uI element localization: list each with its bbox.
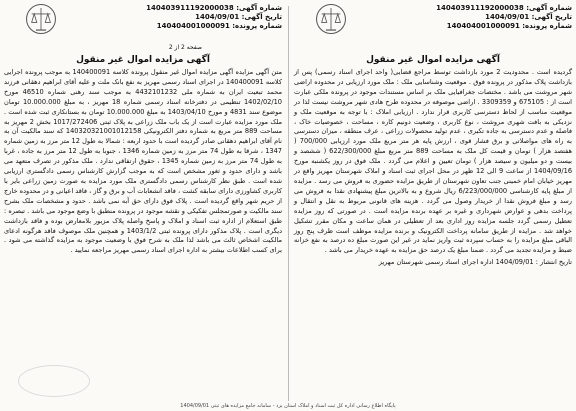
registration-emblem-icon	[24, 2, 58, 36]
notice-body: متن آگهی مزایده آگهی مزایده اموال غیر منقول پرونده کلاسه 140400091 به موجب پرونده اجرایی کلاسه 140400091 در اجرای اسناد رسمی مهریز به نفع بانک ملت و علیه آقای ابراهیم دهقانی فرزند محمد تبعیت ایران به شماره ملی 4432101232 به موجب سند رهنی شماره 46510 مورخ 1402/02/10 تنظیمی در دفترخانه اسناد رسمی شماره 18 مهریز ، به مبلغ 10.000.000 تومان موضوع سند 4831 و مورخ 1403/04/10 به مبلغ 10.000.000 تومان به بستانکاری ثبت شده است . ملک مورد مزایده عبارت است از یک باب ملک زراعی به پلاک ثبتی 1017/272406 بخش 2 مهریز به مساحت 889 متر مربع به شماره دفتر الکترونیکی 140320321001012158 که سند مالکیت آن به نام آقای ابراهیم دهقانی صادر گردیده است با حدود اربعه : شمالا به طول 12 متر مرز به زمین شماره 1347 ، شرقا به طول 74 متر مرز به زمین شماره 1346 ، جنوبا به طول 12 متر مرز به جاده ، غربا به طول 74 متر مرز به زمین شماره 1345 ، حقوق ارتفاقی ندارد . ملک مذکور در تصرف متعهد می باشد و دارای حدود و ثغور مشخص است که به موجب گزارش کارشناس رسمی دادگستری ارزیابی شده است . طبق نظر کارشناس رسمی دادگستری ملک مورد مزایده به صورت زمین زراعی بایر با کاربری کشاورزی دارای سابقه کشت ، فاقد انشعابات آب و برق و گاز ، فاقد اعیانی و در محدوده خارج از حریم شهر واقع گردیده است . پلاک فوق دارای حق آبه نمی باشد . حدود و مشخصات ملک بشرح سند مالکیت و صورتمجلس تفکیکی و نقشه موجود در پرونده منطبق با وضع موجود می باشد . تبصره : طبق استعلام از اداره ثبت اسناد و املاک و پاسخ واصله پلاک مزبور بلامعارض بوده و فاقد بازداشت دیگری است . پلاک مذکور دارای پرونده ثبتی 1403/1/2 و همچنین ملک موصوف فاقد هرگونه ادعای مالکیت اشخاص ثالث می باشد لذا ملک به شرح فوق با وضعیت موجود به مزایده گذاشته می شود . برای کسب اطلاعات بیشتر به اداره اجرای اسناد رسمی مهریز مراجعه نمایید .	[4, 68, 283, 255]
notice-body: گردیده است . محدودیت 2 مورد بازداشت توسط مراجع قضایی( واحد اجرای اسناد رسمی) پس از بازداشت پلاک مذکور در پرونده فوق . موقعیت وشناسایی ملک : ملک مورد ارزیابی در محدوده اراضی شهر مروشت می باشد . مختصات جغرافیایی ملک بر اساس مستندات موجود در پرونده ملکی عبارت است از : 675105 و 3309359 . اراضی موصوفه در محدوده طرح هادی شهر مروشت نیست لذا در موقعیت مناسب از لحاظ دسترسی کاربری قرار ندارد . ارزیابی املاک : با توجه به موقعیت ملک و نزدیکی به بافت شهری مروشت ، نوع کاربری ، وضعیت دونیم کاره ، مساحت ، خصوصیات خاک ، فاصله و عدم دسترسی به جاده تکبری ، عدم تولید محصولات زراعی ، عرف منطقه ، میزان دسترسی به راه های مواصلاتی و برق فشار قوی ، ارزش پایه هر متر مربع ملک مورد ارزیابی 700/000 ( هفتصد هزار ) تومان و قیمت کل ملک به مساحت 889 متر مربع مبلغ 622/300/000 ( ششصد و بیست و دو میلیون و سیصد هزار ) تومان تعیین و اعلام می گردد . ملک فوق در روز یکشنبه مورخ 1404/09/16 از ساعت 9 الی 12 ظهر در محل اجرای ثبت اسناد و املاک شهرستان مهریز واقع در مهریز خیابان امام خمینی جنب تعاون شهرستان از طریق مزایده حضوری به فروش می رسد . مزایده از مبلغ پایه کارشناسی 6/223/000/000 ریال شروع و به بالاترین مبلغ پیشنهادی نقدا به فروش می رسد و مبلغ فروش نقدا از خریدار وصول می گردد . هزینه های قانونی مربوط به نقل و انتقال و پرداخت بدهی و عوارض شهرداری و غیره بر عهده برنده مزایده است . در صورتی که روز مزایده تعطیل رسمی گردد جلسه مزایده روز اداری بعد از تعطیلی در همان ساعت و مکان مقرر تشکیل خواهد شد . مزایده از طریق سامانه پرداخت الکترونیک و برنده مزایده موظف است ظرف پنج روز الباقی مبلغ مزایده را به حساب سپرده ثبت واریز نماید در غیر این صورت مبلغ ده درصد به نفع خزانه ضبط و مزایده تجدید می گردد . ضمنا مبلغ یک درصد حق مزایده به عهده خریدار می باشد .	[294, 68, 573, 255]
page-number: صفحه 2 از 2	[168, 44, 202, 51]
notice-number-value: 140403911192000038	[436, 4, 524, 12]
right-notice-header	[294, 0, 572, 54]
file-number-value: 140404001000091	[446, 22, 520, 30]
notice-date-value: 1404/09/01	[485, 13, 530, 21]
registration-emblem-icon	[314, 2, 348, 36]
file-number-label: شماره پرونده:	[232, 22, 282, 30]
left-notice-meta	[146, 4, 282, 31]
notice-number-value: 140403911192000038	[146, 4, 234, 12]
left-notice-header	[4, 0, 282, 54]
notice-date-value: 1404/09/01	[195, 13, 240, 21]
faded-stamp	[18, 365, 90, 397]
release-line: تاریخ انتشار : 1404/09/01 اداره اجرای اسناد رسمی شهرستان مهریز	[378, 258, 572, 267]
notice-number-label: شماره آگهی:	[526, 4, 572, 12]
column-divider	[288, 6, 289, 401]
right-notice-meta	[436, 4, 572, 31]
file-number-label: شماره پرونده:	[522, 22, 572, 30]
notice-number-label: شماره آگهی:	[236, 4, 282, 12]
page-footer: پایگاه اطلاع رسانی اداره کل ثبت اسناد و املاک استان یزد - سامانه جامع مزایده های ثبتی 1404/09/01	[180, 403, 396, 409]
notice-date-label: تاریخ آگهی:	[241, 13, 282, 21]
notice-date-label: تاریخ آگهی:	[531, 13, 572, 21]
right-notice	[288, 0, 576, 411]
notice-title: آگهی مزایده اموال غیر منقول	[366, 55, 500, 65]
file-number-value: 140404001000091	[156, 22, 230, 30]
notice-title: آگهی مزایده اموال غیر منقول	[76, 55, 210, 65]
